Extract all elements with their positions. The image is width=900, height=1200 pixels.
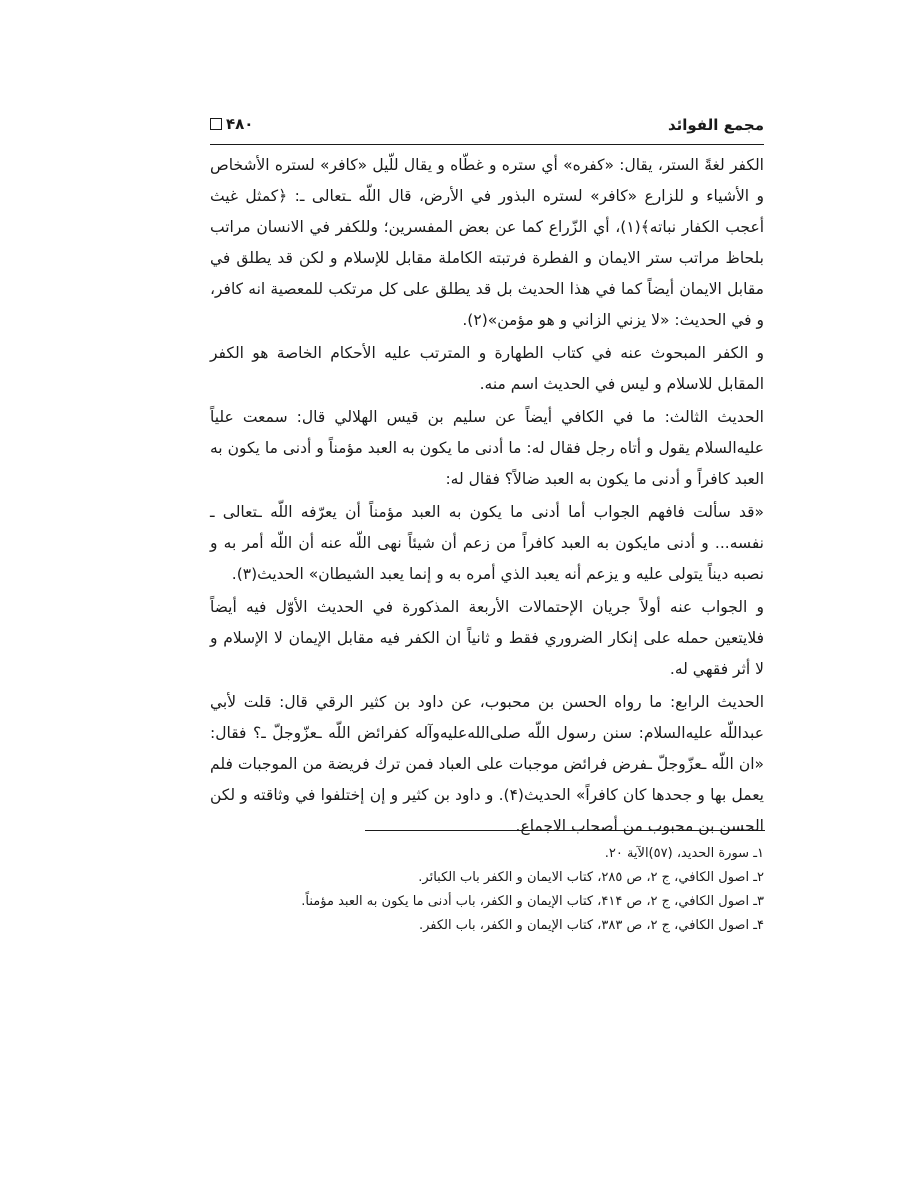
- footnote-4: ۴ـ اصول الكافي، ج ٢، ص ٣٨٣، كتاب الإيمان و الكفر، باب الكفر.: [418, 918, 764, 933]
- header-divider: [210, 144, 764, 145]
- paragraph-4: «قد سألت فافهم الجواب أما أدنى ما يكون به العبد مؤمناً أن يعرّفه اللّه ـتعالى ـ نفسه... و أدنى مايكون به العبد كافراً من زعم أن شيئاً نهى اللّه عنه أن اللّه أمر به و نصبه ديناً يتولى عليه و يزعم أنه يعبد الذي أمره به و إنما يعبد الشيطان» الحديث(٣).: [210, 503, 764, 583]
- page-number: ۴۸۰: [226, 115, 254, 133]
- footnote-3: ٣ـ اصول الكافي، ج ٢، ص ۴١۴، كتاب الإيمان و الكفر، باب أدنى ما يكون به العبد مؤمناً.: [301, 894, 764, 909]
- book-title: مجمع الفوائد: [667, 116, 764, 134]
- page-header: [210, 112, 764, 138]
- footnote-divider: [365, 830, 765, 831]
- page-number-block: [210, 115, 253, 133]
- square-marker-icon: [210, 118, 222, 130]
- paragraph-1: الكفر لغةً الستر، يقال: «كفره» أي ستره و غطّاه و يقال للّيل «كافر» لستره الأشخاص و الأشياء و للزارع «كافر» لستره البذور في الأرض، قال اللّه ـتعالى ـ: ﴿كمثل غيث أعجب الكفار نباته﴾(١)، أي الزّراع كما عن بعض المفسرين؛ وللكفر في الانسان مراتب بلحاظ مراتب ستر الايمان و الفطرة فرتبته الكاملة مقابل للإسلام و لكن قد يطلق في مقابل الايمان أيضاً كما في هذا الحديث بل قد يطلق على كل مرتكب للمعصية انه كافر، و في الحديث: «لا يزني الزاني و هو مؤمن»(٢).: [210, 156, 764, 329]
- paragraph-2: و الكفر المبحوث عنه في كتاب الطهارة و المترتب عليه الأحكام الخاصة هو الكفر المقابل للاسلام و ليس في الحديث اسم منه.: [210, 344, 764, 393]
- footnotes: [210, 842, 764, 938]
- paragraph-3: الحديث الثالث: ما في الكافي أيضاً عن سليم بن قيس الهلالي قال: سمعت علياً عليه‌السلام يقول و أتاه رجل فقال له: ما أدنى ما يكون به العبد مؤمناً و أدنى ما يكون به العبد كافراً و أدنى ما يكون به العبد ضالاً؟ فقال له:: [210, 408, 764, 488]
- footnote-2: ٢ـ اصول الكافي، ج ٢، ص ٢٨٥، كتاب الايمان و الكفر باب الكبائر.: [418, 870, 764, 885]
- main-text: [210, 150, 764, 844]
- paragraph-6: الحديث الرابع: ما رواه الحسن بن محبوب، عن داود بن كثير الرقي قال: قلت لأبي عبداللّه عليه‌السلام: سنن رسول اللّه صلى‌الله‌عليه‌وآله كفرائض اللّه ـعزّوجلّ ـ؟ فقال: «ان اللّه ـعزّوجلّ ـفرض فرائض موجبات على العباد فمن ترك فريضة من الموجبات فلم يعمل بها و جحدها كان كافراً» الحديث(۴). و داود بن كثير و إن إختلفوا في وثاقته و لكن الحسن بن محبوب من أصحاب الاجماع.: [210, 693, 764, 835]
- paragraph-5: و الجواب عنه أولاً جريان الإحتمالات الأربعة المذكورة في الحديث الأوّل فيه أيضاً فلايتعين حمله على إنكار الضروري فقط و ثانياً ان الكفر فيه مقابل الإيمان لا الإسلام و لا أثر فقهي له.: [210, 598, 764, 678]
- footnote-1: ١ـ سورة الحديد، (٥٧)الآية ٢٠.: [604, 846, 764, 861]
